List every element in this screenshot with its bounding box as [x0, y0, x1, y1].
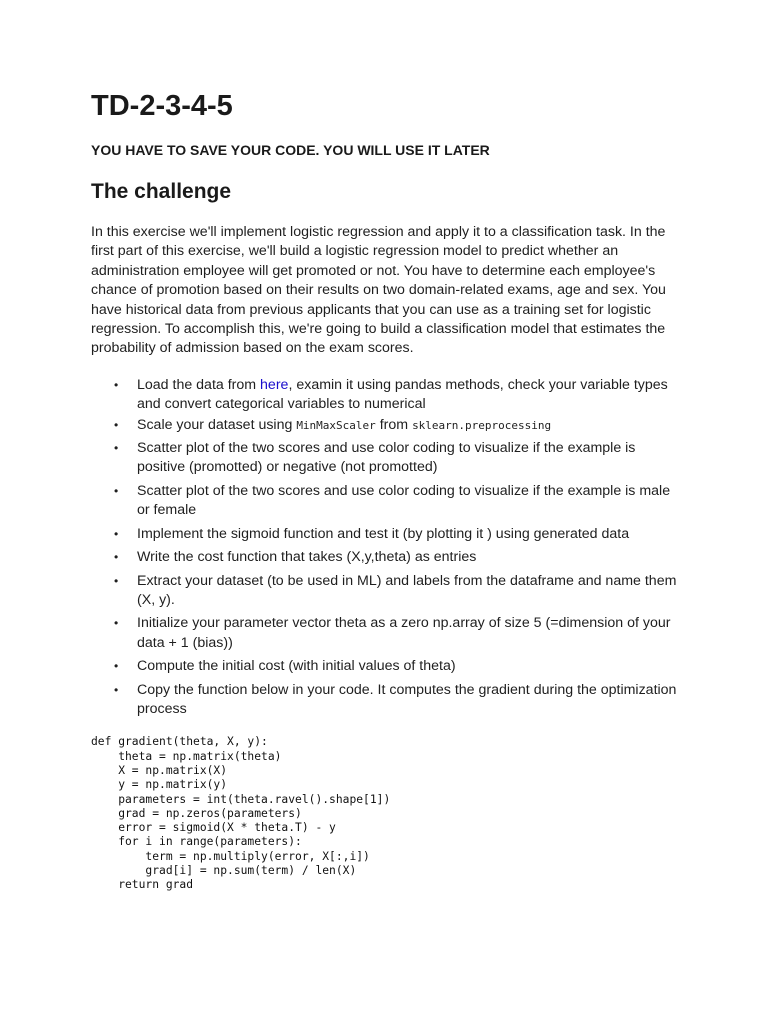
task-text: Initialize your parameter vector theta as a zero np.array of size 5 (=dimension of your data + 1 (bias)) [137, 615, 671, 651]
intro-paragraph: In this exercise we'll implement logistic regression and apply it to a classification task. In the first part of this exercise, we'll build a logistic regression model to predict whether an administration employee will get promoted or not. You have to determine each employee's chance of promotion based on their results on two domain-related exams, age and sex. You have historical data from previous applicants that you can use as a training set for logistic regression. To accomplish this, we're going to build a classification model that estimates the probability of admission based on the exam scores. [91, 224, 666, 357]
list-item [114, 439, 677, 478]
list-item [114, 482, 677, 521]
bullet-icon: • [114, 441, 119, 456]
task-text: Extract your dataset (to be used in ML) and labels from the dataframe and name them (X, y). [137, 572, 677, 608]
task-text: Write the cost function that takes (X,y,theta) as entries [137, 549, 477, 566]
list-item [114, 681, 677, 720]
list-item [114, 416, 677, 435]
task-text: Implement the sigmoid function and test it (by plotting it ) using generated data [137, 525, 630, 542]
bullet-icon: • [114, 573, 119, 588]
inline-code-sklearn-preprocessing: sklearn.preprocessing [412, 418, 552, 432]
list-item [114, 525, 677, 544]
task-text: Scale your dataset using [137, 416, 297, 433]
task-text: from [375, 416, 413, 433]
list-item [114, 572, 677, 611]
bullet-icon: • [114, 659, 119, 674]
data-link[interactable]: here [260, 376, 289, 393]
list-item [114, 548, 677, 567]
list-item [114, 614, 677, 653]
list-item [114, 376, 677, 415]
list-item [114, 657, 677, 676]
bullet-icon: • [114, 417, 119, 432]
task-text: Load the data from [137, 376, 261, 393]
bullet-icon: • [114, 616, 119, 631]
bullet-icon: • [114, 526, 119, 541]
bullet-icon: • [114, 682, 119, 697]
task-text: Compute the initial cost (with initial values of theta) [137, 658, 456, 675]
bullet-icon: • [114, 483, 119, 498]
document-page [91, 86, 691, 893]
task-text: Scatter plot of the two scores and use color coding to visualize if the example is male or female [137, 482, 671, 519]
page-title: TD-2-3-4-5 [91, 90, 233, 122]
gradient-code-block: def gradient(theta, X, y): theta = np.matrix(theta) X = np.matrix(X) y = np.matrix(y) parameters = int(theta.ravel().shape[1]) grad = np.zeros(parameters) error = sigmoid(X * theta.T) - y for i in range(parameters): term = np.multiply(error, X[:,i]) grad[i] = np.sum(term) / len(X) return grad [91, 735, 391, 892]
task-text: Copy the function below in your code. It computes the gradient during the optimization process [137, 681, 677, 717]
bullet-icon: • [114, 550, 119, 565]
bullet-icon: • [114, 377, 119, 392]
task-text: Scatter plot of the two scores and use color coding to visualize if the example is positive (promotted) or negative (not promotted) [137, 440, 636, 476]
task-list [91, 376, 691, 720]
task-text: , examin it using pandas methods, check your variable types and convert categorical variables to numerical [137, 376, 668, 413]
inline-code-minmaxscaler: MinMaxScaler [296, 418, 376, 432]
save-code-notice: YOU HAVE TO SAVE YOUR CODE. YOU WILL USE IT LATER [91, 142, 490, 158]
section-heading-challenge: The challenge [91, 180, 232, 203]
